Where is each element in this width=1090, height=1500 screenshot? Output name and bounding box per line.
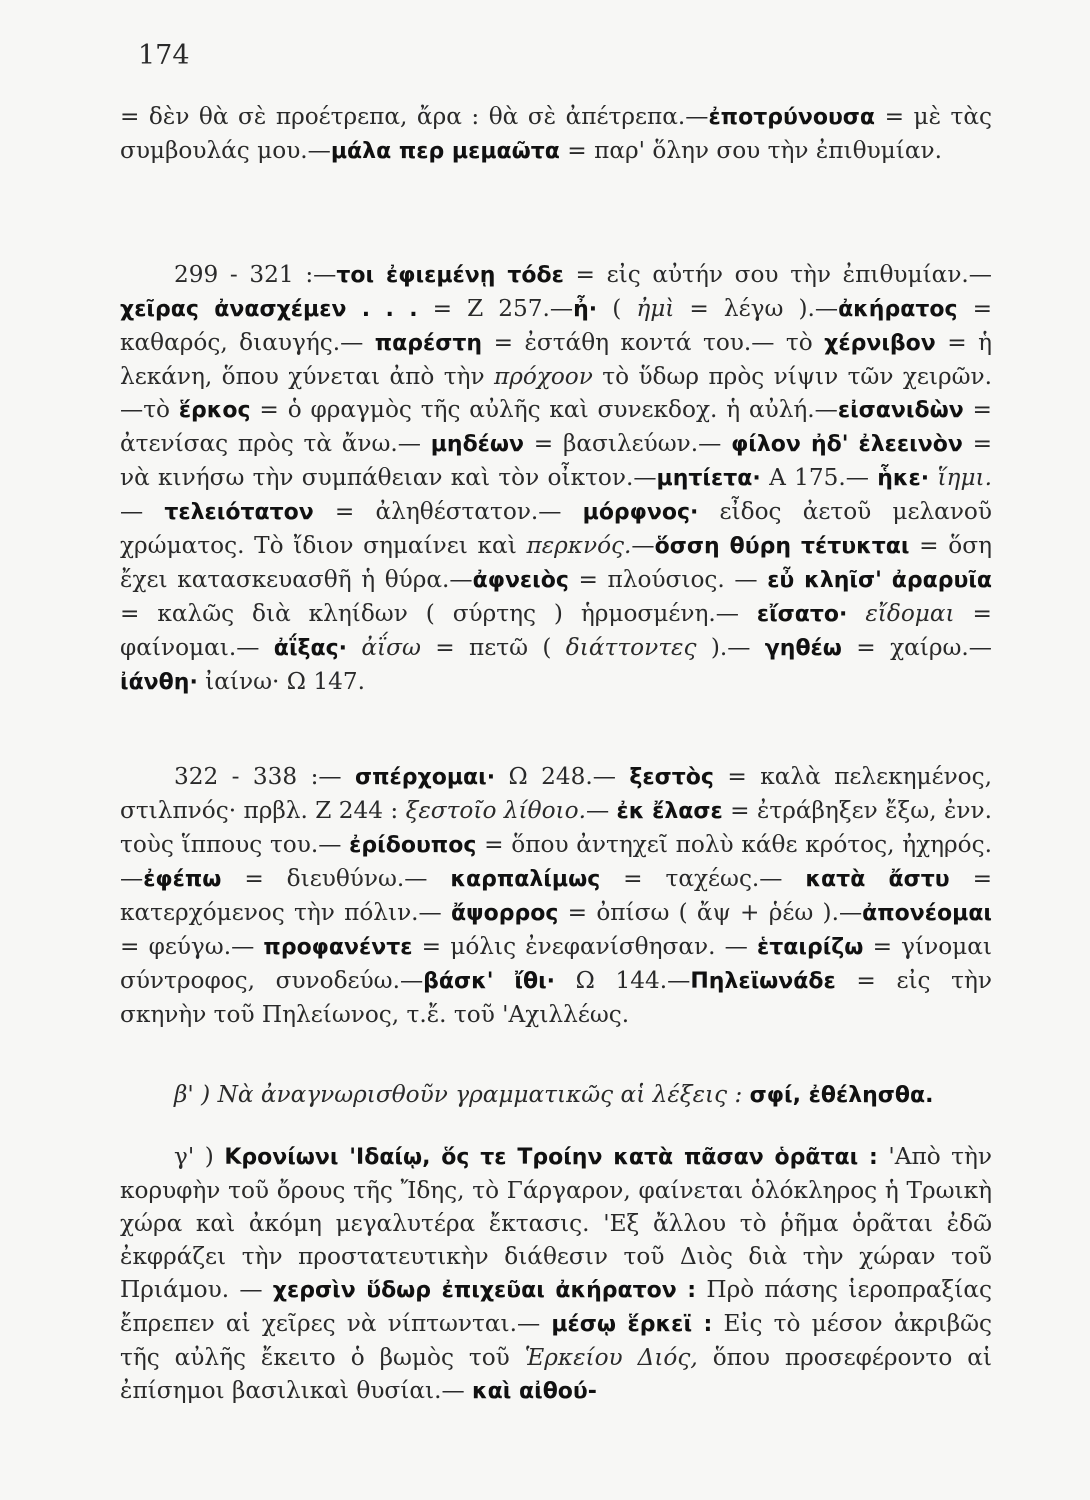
headword: ἰάνθη·: [120, 670, 198, 695]
headword: χεῖρας ἀνασχέμεν . . .: [120, 297, 418, 322]
headword: ἐφέπω: [143, 867, 222, 892]
headword: εἴσατο·: [756, 602, 848, 627]
headword: τελειότατον: [164, 500, 314, 525]
headword: Πηλεϊωνάδε: [690, 969, 836, 994]
headword: χερσὶν ὕδωρ ἐπιχεῦαι ἀκήρατον :: [272, 1278, 697, 1303]
headword: σφί, ἐθέλησθα.: [749, 1083, 934, 1108]
headword: χέρνιβον: [824, 331, 936, 356]
headword: μηδέων: [430, 432, 525, 457]
headword: γηθέω: [764, 636, 842, 661]
headword: ἐκ ἔλασε: [616, 799, 723, 824]
headword: ἀφνειὸς: [472, 568, 569, 593]
headword: φίλον ἠδ' ἐλεεινὸν: [731, 432, 963, 457]
headword: ἀκήρατος: [838, 297, 958, 322]
exercise-gamma: γ' ) Κρονίωνι 'Ιδαίῳ, ὅς τε Τροίην κατὰ πᾶσαν ὁρᾶται : 'Απὸ τὴν κορυφὴν τοῦ ὄρους τῆς Ἴδης, τὸ Γάργαρον, φαίνεται ὁλόκληρος ἡ Τρωικὴ χώρα καὶ ἀκόμη μεγαλυτέρα ἔκτασις. 'Εξ ἄλλου τὸ ῥῆμα ὁρᾶται ἐδῶ ἐκφράζει τὴν προστατευτικὴν διάθεσιν τοῦ Διὸς διὰ τὴν χώραν τοῦ Πριάμου. — χερσὶν ὕδωρ ἐπιχεῦαι ἀκήρατον : Πρὸ πάσης ἱεροπραξίας ἔπρεπεν αἱ χεῖρες νὰ νίπτωνται.— μέσῳ ἕρκεϊ : Εἰς τὸ μέσον ἀκριβῶς τῆς αὐλῆς ἔκειτο ὁ βωμὸς τοῦ Ἑρκείου Διός, ὅπου προσεφέροντο αἱ ἐπίσημοι βασιλικαὶ θυσίαι.— καὶ αἰθού-: [120, 1143, 993, 1404]
headword: μόρφνος·: [582, 500, 699, 525]
headword: παρέστη: [374, 331, 483, 356]
headword: ἐρίδουπος: [349, 833, 477, 858]
headword: ἀπονέομαι: [862, 901, 993, 926]
commentary-299-321: 299 - 321 :—τοι ἐφιεμένῃ τόδε = εἰς αὐτήν σου τὴν ἐπιθυμίαν.—χεῖρας ἀνασχέμεν . . . = Ζ 257.—ἦ· ( ἠμὶ = λέγω ).—ἀκήρατος = καθαρός, διαυγής.— παρέστη = ἐστάθη κοντά του.— τὸ χέρνιβον = ἡ λεκάνη, ὅπου χύνεται ἀπὸ τὴν πρόχοον τὸ ὕδωρ πρὸς νίψιν τῶν χειρῶν.—τὸ ἕρκος = ὁ φραγμὸς τῆς αὐλῆς καὶ συνεκδοχ. ἡ αὐλή.—εἰσανιδὼν = ἀτενίσας πρὸς τὰ ἄνω.— μηδέων = βασιλεύων.— φίλον ἠδ' ἐλεεινὸν = νὰ κινήσω τὴν συμπάθειαν καὶ τὸν οἶκτον.—μητίετα· Α 175.— ἧκε· ἵημι. — τελειότατον = ἀληθέστατον.— μόρφνος· εἶδος ἀετοῦ μελανοῦ χρώματος. Τὸ ἴδιον σημαίνει καὶ περκνός.—ὅσση θύρη τέτυκται = ὅση ἔχει κατασκευασθῆ ἡ θύρα.—ἀφνειὸς = πλούσιος. — εὖ κληῖσ' ἀραρυῖα = καλῶς διὰ κληίδων ( σύρτης ) ἡρμοσμένη.— εἴσατο· εἴδομαι = φαίνομαι.— ἀΐξας· ἀΐσω = πετῶ ( διάττοντες ).— γηθέω = χαίρω.— ἰάνθη· ἰαίνω· Ω 147.: [120, 261, 993, 695]
paragraph-continuation: = δὲν θὰ σὲ προέτρεπα, ἄρα : θὰ σὲ ἀπέτρεπα.—ἐποτρύνουσα = μὲ τὰς συμβουλάς μου.—μάλα περ μεμαῶτα = παρ' ὅλην σου τὴν ἐπιθυμίαν.: [120, 103, 992, 164]
headword: καὶ αἰθού-: [472, 1379, 597, 1404]
headword: ἕρκος: [178, 398, 251, 423]
headword: μέσῳ ἕρκεϊ :: [551, 1312, 713, 1337]
headword: ἀΐξας·: [273, 636, 347, 661]
headword: βάσκ' ἴθι·: [423, 969, 556, 994]
headword: εἰσανιδὼν: [837, 398, 964, 423]
headword: μητίετα·: [656, 466, 761, 491]
headword: τοι ἐφιεμένῃ τόδε: [336, 263, 564, 288]
page-number: 174: [138, 40, 190, 71]
headword: Κρονίωνι 'Ιδαίῳ, ὅς τε Τροίην κατὰ πᾶσαν ὁρᾶται :: [224, 1145, 878, 1170]
exercise-beta: β' ) Νὰ ἀναγνωρισθοῦν γραμματικῶς αἱ λέξεις : σφί, ἐθέλησθα.: [174, 1081, 934, 1108]
headword: ἦ·: [573, 297, 598, 322]
headword: καρπαλίμως: [450, 867, 601, 892]
headword: ξεστὸς: [629, 765, 714, 790]
headword: ὅσση θύρη τέτυκται: [654, 534, 910, 559]
headword: μάλα περ μεμαῶτα: [330, 139, 560, 164]
headword: εὖ κληῖσ' ἀραρυῖα: [767, 568, 992, 593]
headword: ἐποτρύνουσα: [708, 105, 876, 130]
headword: κατὰ ἄστυ: [805, 867, 950, 892]
commentary-322-338: 322 - 338 :— σπέρχομαι· Ω 248.— ξεστὸς = καλὰ πελεκημένος, στιλπνός· πρβλ. Ζ 244 : ξεστοῖο λίθοιο.— ἐκ ἔλασε = ἐτράβηξεν ἔξω, ἐνν. τοὺς ἵππους του.— ἐρίδουπος = ὅπου ἀντηχεῖ πολὺ κάθε κρότος, ἠχηρός.—ἐφέπω = διευθύνω.— καρπαλίμως = ταχέως.— κατὰ ἄστυ = κατερχόμενος τὴν πόλιν.— ἄψορρος = ὀπίσω ( ἄψ + ῥέω ).—ἀπονέομαι = φεύγω.— προφανέντε = μόλις ἐνεφανίσθησαν. — ἑταιρίζω = γίνομαι σύντροφος, συνοδεύω.—βάσκ' ἴθι· Ω 144.—Πηλεϊωνάδε = εἰς τὴν σκηνὴν τοῦ Πηλείωνος, τ.ἔ. τοῦ 'Αχιλλέως.: [120, 763, 993, 1028]
headword: ἧκε·: [877, 466, 930, 491]
headword: ἑταιρίζω: [757, 935, 864, 960]
headword: ἄψορρος: [451, 901, 559, 926]
headword: προφανέντε: [263, 935, 413, 960]
headword: σπέρχομαι·: [355, 765, 496, 790]
